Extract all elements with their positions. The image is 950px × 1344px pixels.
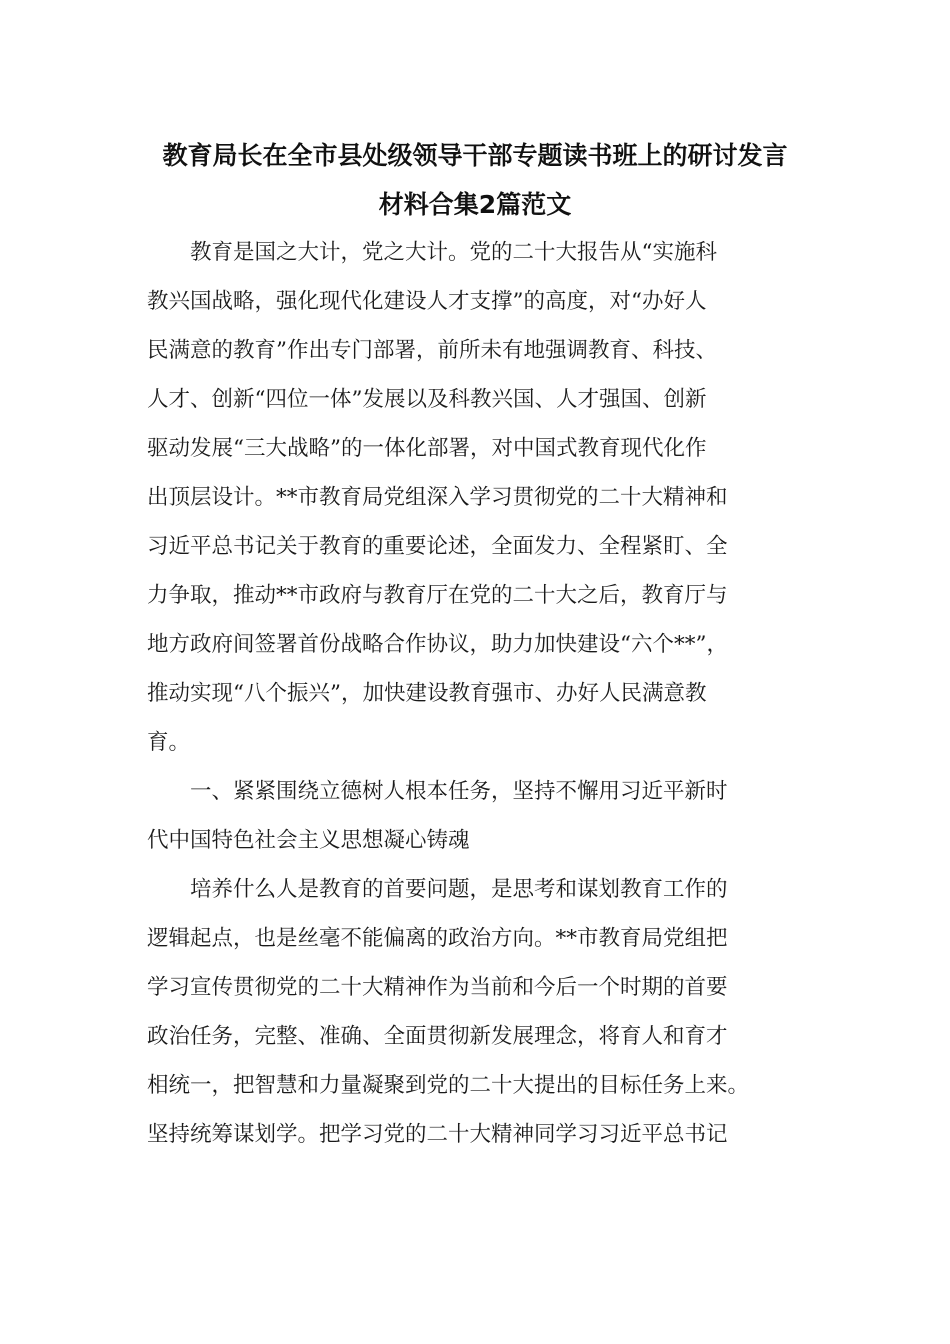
paragraph-line: 育。 bbox=[147, 730, 191, 755]
section-heading-line: 代中国特色社会主义思想凝心铸魂 bbox=[147, 828, 470, 853]
paragraph-line: 教育是国之大计，党之大计。党的二十大报告从“实施科 bbox=[190, 240, 717, 265]
paragraph-line: 出顶层设计。**市教育局党组深入学习贯彻党的二十大精神和 bbox=[147, 485, 728, 510]
paragraph-line: 力争取，推动**市政府与教育厅在党的二十大之后，教育厅与 bbox=[147, 583, 728, 608]
document-body bbox=[147, 228, 807, 1159]
paragraph-line: 驱动发展“三大战略”的一体化部署，对中国式教育现代化作 bbox=[147, 436, 707, 461]
paragraph-line: 坚持统筹谋划学。把学习党的二十大精神同学习习近平总书记 bbox=[147, 1122, 728, 1147]
paragraph-line: 学习宣传贯彻党的二十大精神作为当前和今后一个时期的首要 bbox=[147, 975, 728, 1000]
document-title-line-2: 材料合集2篇范文 bbox=[378, 190, 572, 219]
paragraph-line: 培养什么人是教育的首要问题，是思考和谋划教育工作的 bbox=[190, 877, 728, 902]
paragraph-line: 逻辑起点，也是丝毫不能偏离的政治方向。**市教育局党组把 bbox=[147, 926, 728, 951]
paragraph-line: 推动实现“八个振兴”，加快建设教育强市、办好人民满意教 bbox=[147, 681, 707, 706]
section-heading-line: 一、紧紧围绕立德树人根本任务，坚持不懈用习近平新时 bbox=[190, 779, 728, 804]
paragraph-line: 习近平总书记关于教育的重要论述，全面发力、全程紧盯、全 bbox=[147, 534, 728, 559]
paragraph-line: 教兴国战略，强化现代化建设人才支撑”的高度，对“办好人 bbox=[147, 289, 707, 314]
paragraph-line: 地方政府间签署首份战略合作协议，助力加快建设“六个**”， bbox=[147, 632, 728, 657]
document-title-line-1: 教育局长在全市县处级领导干部专题读书班上的研讨发言 bbox=[162, 141, 788, 170]
paragraph-line: 相统一，把智慧和力量凝聚到党的二十大提出的目标任务上来。 bbox=[147, 1073, 750, 1098]
paragraph-line: 民满意的教育”作出专门部署，前所未有地强调教育、科技、 bbox=[147, 338, 717, 363]
paragraph-line: 人才、创新“四位一体”发展以及科教兴国、人才强国、创新 bbox=[147, 387, 707, 412]
paragraph-line: 政治任务，完整、准确、全面贯彻新发展理念，将育人和育才 bbox=[147, 1024, 728, 1049]
